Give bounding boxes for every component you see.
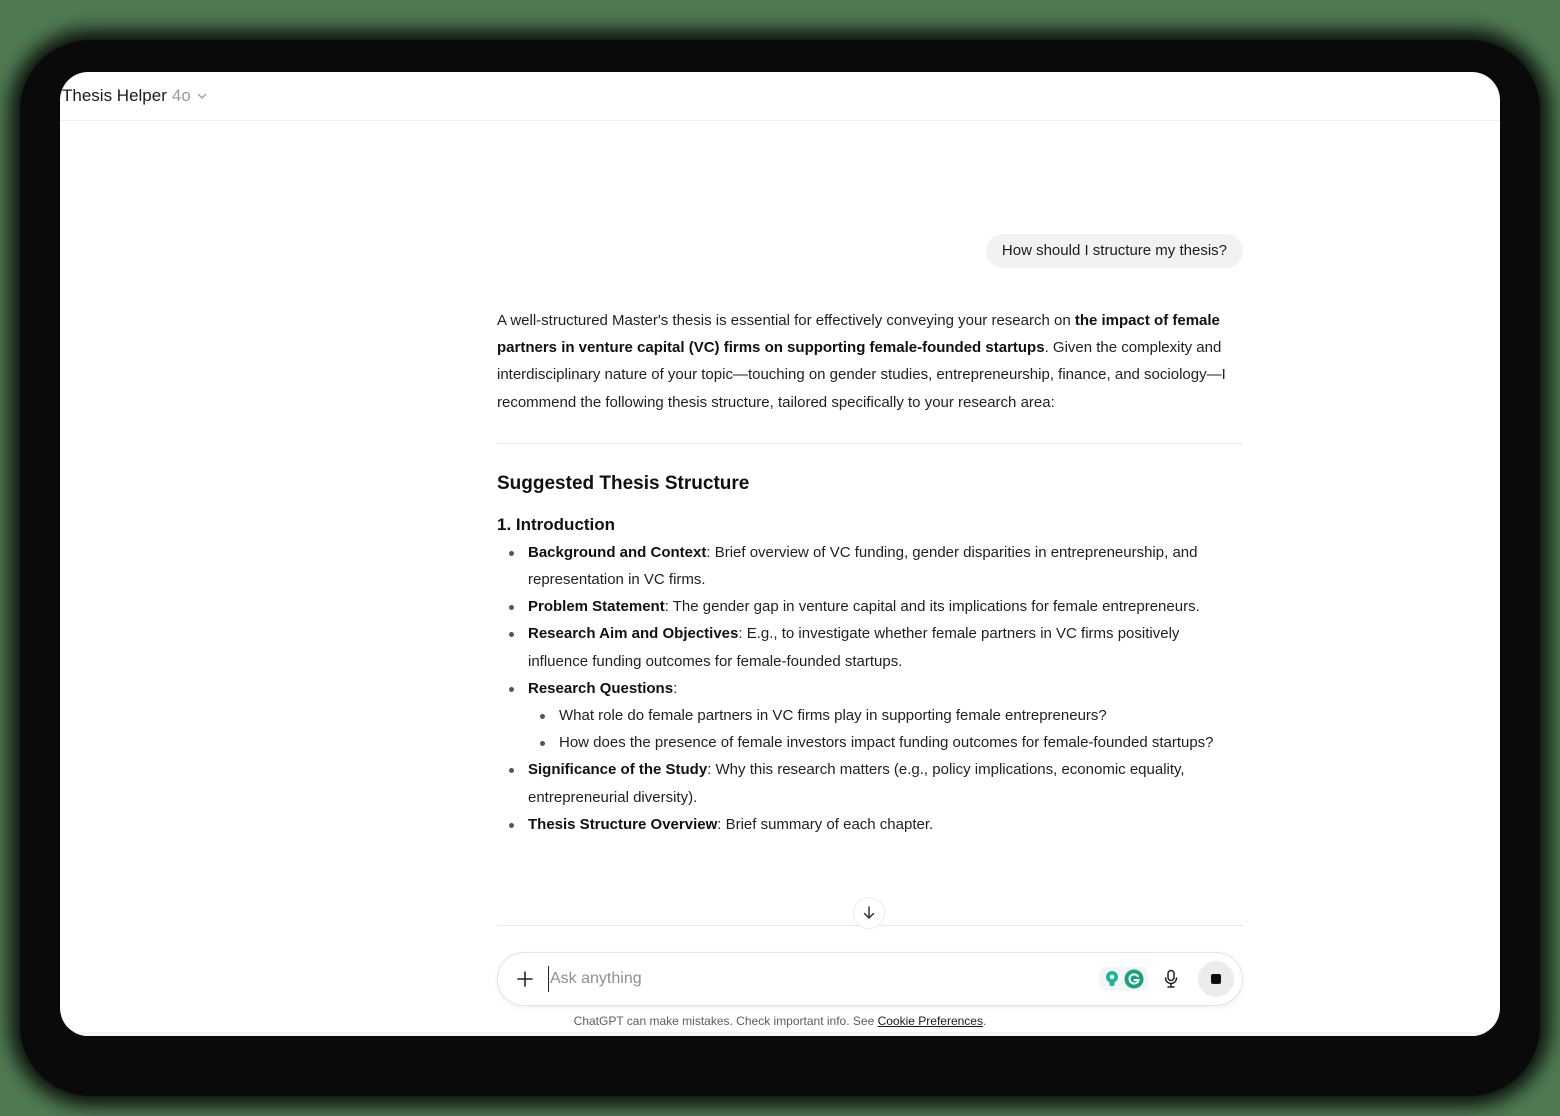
disclaimer-end: .	[982, 1014, 987, 1028]
section-title: Suggested Thesis Structure	[497, 472, 750, 494]
list-item-label: Significance of the Study	[528, 761, 708, 779]
list-item	[497, 756, 1243, 810]
lightbulb-icon[interactable]	[1103, 969, 1121, 989]
message-input[interactable]	[548, 966, 1099, 992]
model-name: 4o	[171, 86, 191, 105]
disclaimer	[60, 1014, 1500, 1028]
nested-list-item: What role do female partners in VC firms play in supporting female entrepreneurs?	[528, 702, 1243, 729]
intro-text-continued: . Given the complexity and interdisciplinary nature of your topic—touching on gender studies, entrepreneurship, finance, and sociology—I recommend the following thesis structure, tailored specifically to your research area:	[497, 339, 1226, 411]
list-item	[497, 539, 1243, 593]
list-item-text: : The gender gap in venture capital and its implications for female entrepreneurs.	[664, 598, 1200, 616]
top-bar	[60, 72, 1500, 121]
attach-button[interactable]	[514, 968, 536, 990]
list-item-text: : E.g., to investigate whether female partners in VC firms positively influence funding outcomes for female-founded startups.	[528, 625, 1180, 670]
voice-input-button[interactable]	[1160, 968, 1182, 990]
microphone-icon	[1163, 969, 1179, 989]
model-selector[interactable]	[62, 86, 207, 106]
intro-paragraph	[497, 307, 1243, 416]
list-item-text: : Brief overview of VC funding, gender disparities in entrepreneurship, and representation in VC firms.	[528, 543, 1198, 589]
list-item-label: Research Questions	[528, 679, 674, 697]
list-item-label: Background and Context	[528, 543, 707, 561]
assistant-message	[497, 307, 1243, 838]
chevron-down-icon	[197, 91, 207, 101]
cookie-preferences-link[interactable]: Cookie Preferences	[877, 1014, 983, 1028]
list-item-label: Problem Statement	[528, 598, 665, 616]
list-item-label: Research Aim and Objectives	[528, 625, 739, 643]
conversation	[497, 120, 1243, 932]
list-item	[497, 675, 1243, 757]
list-item-text: : Brief summary of each chapter.	[717, 815, 934, 833]
arrow-down-icon	[861, 905, 877, 921]
subsection-title: 1. Introduction	[497, 514, 616, 534]
extension-icons	[1099, 967, 1148, 991]
list-item	[497, 620, 1243, 674]
research-questions-list	[528, 702, 1243, 756]
disclaimer-text: ChatGPT can make mistakes. Check important info. See	[573, 1014, 878, 1028]
stop-generating-button[interactable]	[1198, 961, 1234, 997]
user-message-row	[986, 234, 1243, 268]
app-title: Thesis Helper	[62, 86, 167, 105]
divider	[497, 443, 1243, 444]
chat-window	[60, 72, 1500, 1036]
introduction-list	[497, 539, 1243, 838]
user-message: How should I structure my thesis?	[986, 234, 1243, 268]
plus-icon	[516, 970, 534, 988]
scroll-to-bottom-button[interactable]	[853, 897, 885, 929]
list-item	[497, 811, 1243, 838]
intro-text: A well-structured Master's thesis is essential for effectively conveying your research on	[497, 312, 1075, 329]
list-item-text: :	[673, 679, 678, 697]
message-composer	[497, 952, 1243, 1006]
list-item-label: Thesis Structure Overview	[528, 815, 718, 833]
bottom-strip	[60, 1032, 1500, 1036]
stop-icon	[1211, 974, 1221, 984]
grammarly-icon[interactable]	[1124, 969, 1144, 989]
intro-bold-text: the impact of female partners in venture capital (VC) firms on supporting female-founded startups	[497, 312, 1220, 357]
list-item	[497, 593, 1243, 620]
list-item-text: : Why this research matters (e.g., policy implications, economic equality, entrepreneurial diversity).	[528, 761, 1185, 806]
nested-list-item: How does the presence of female investors impact funding outcomes for female-founded startups?	[528, 729, 1243, 756]
